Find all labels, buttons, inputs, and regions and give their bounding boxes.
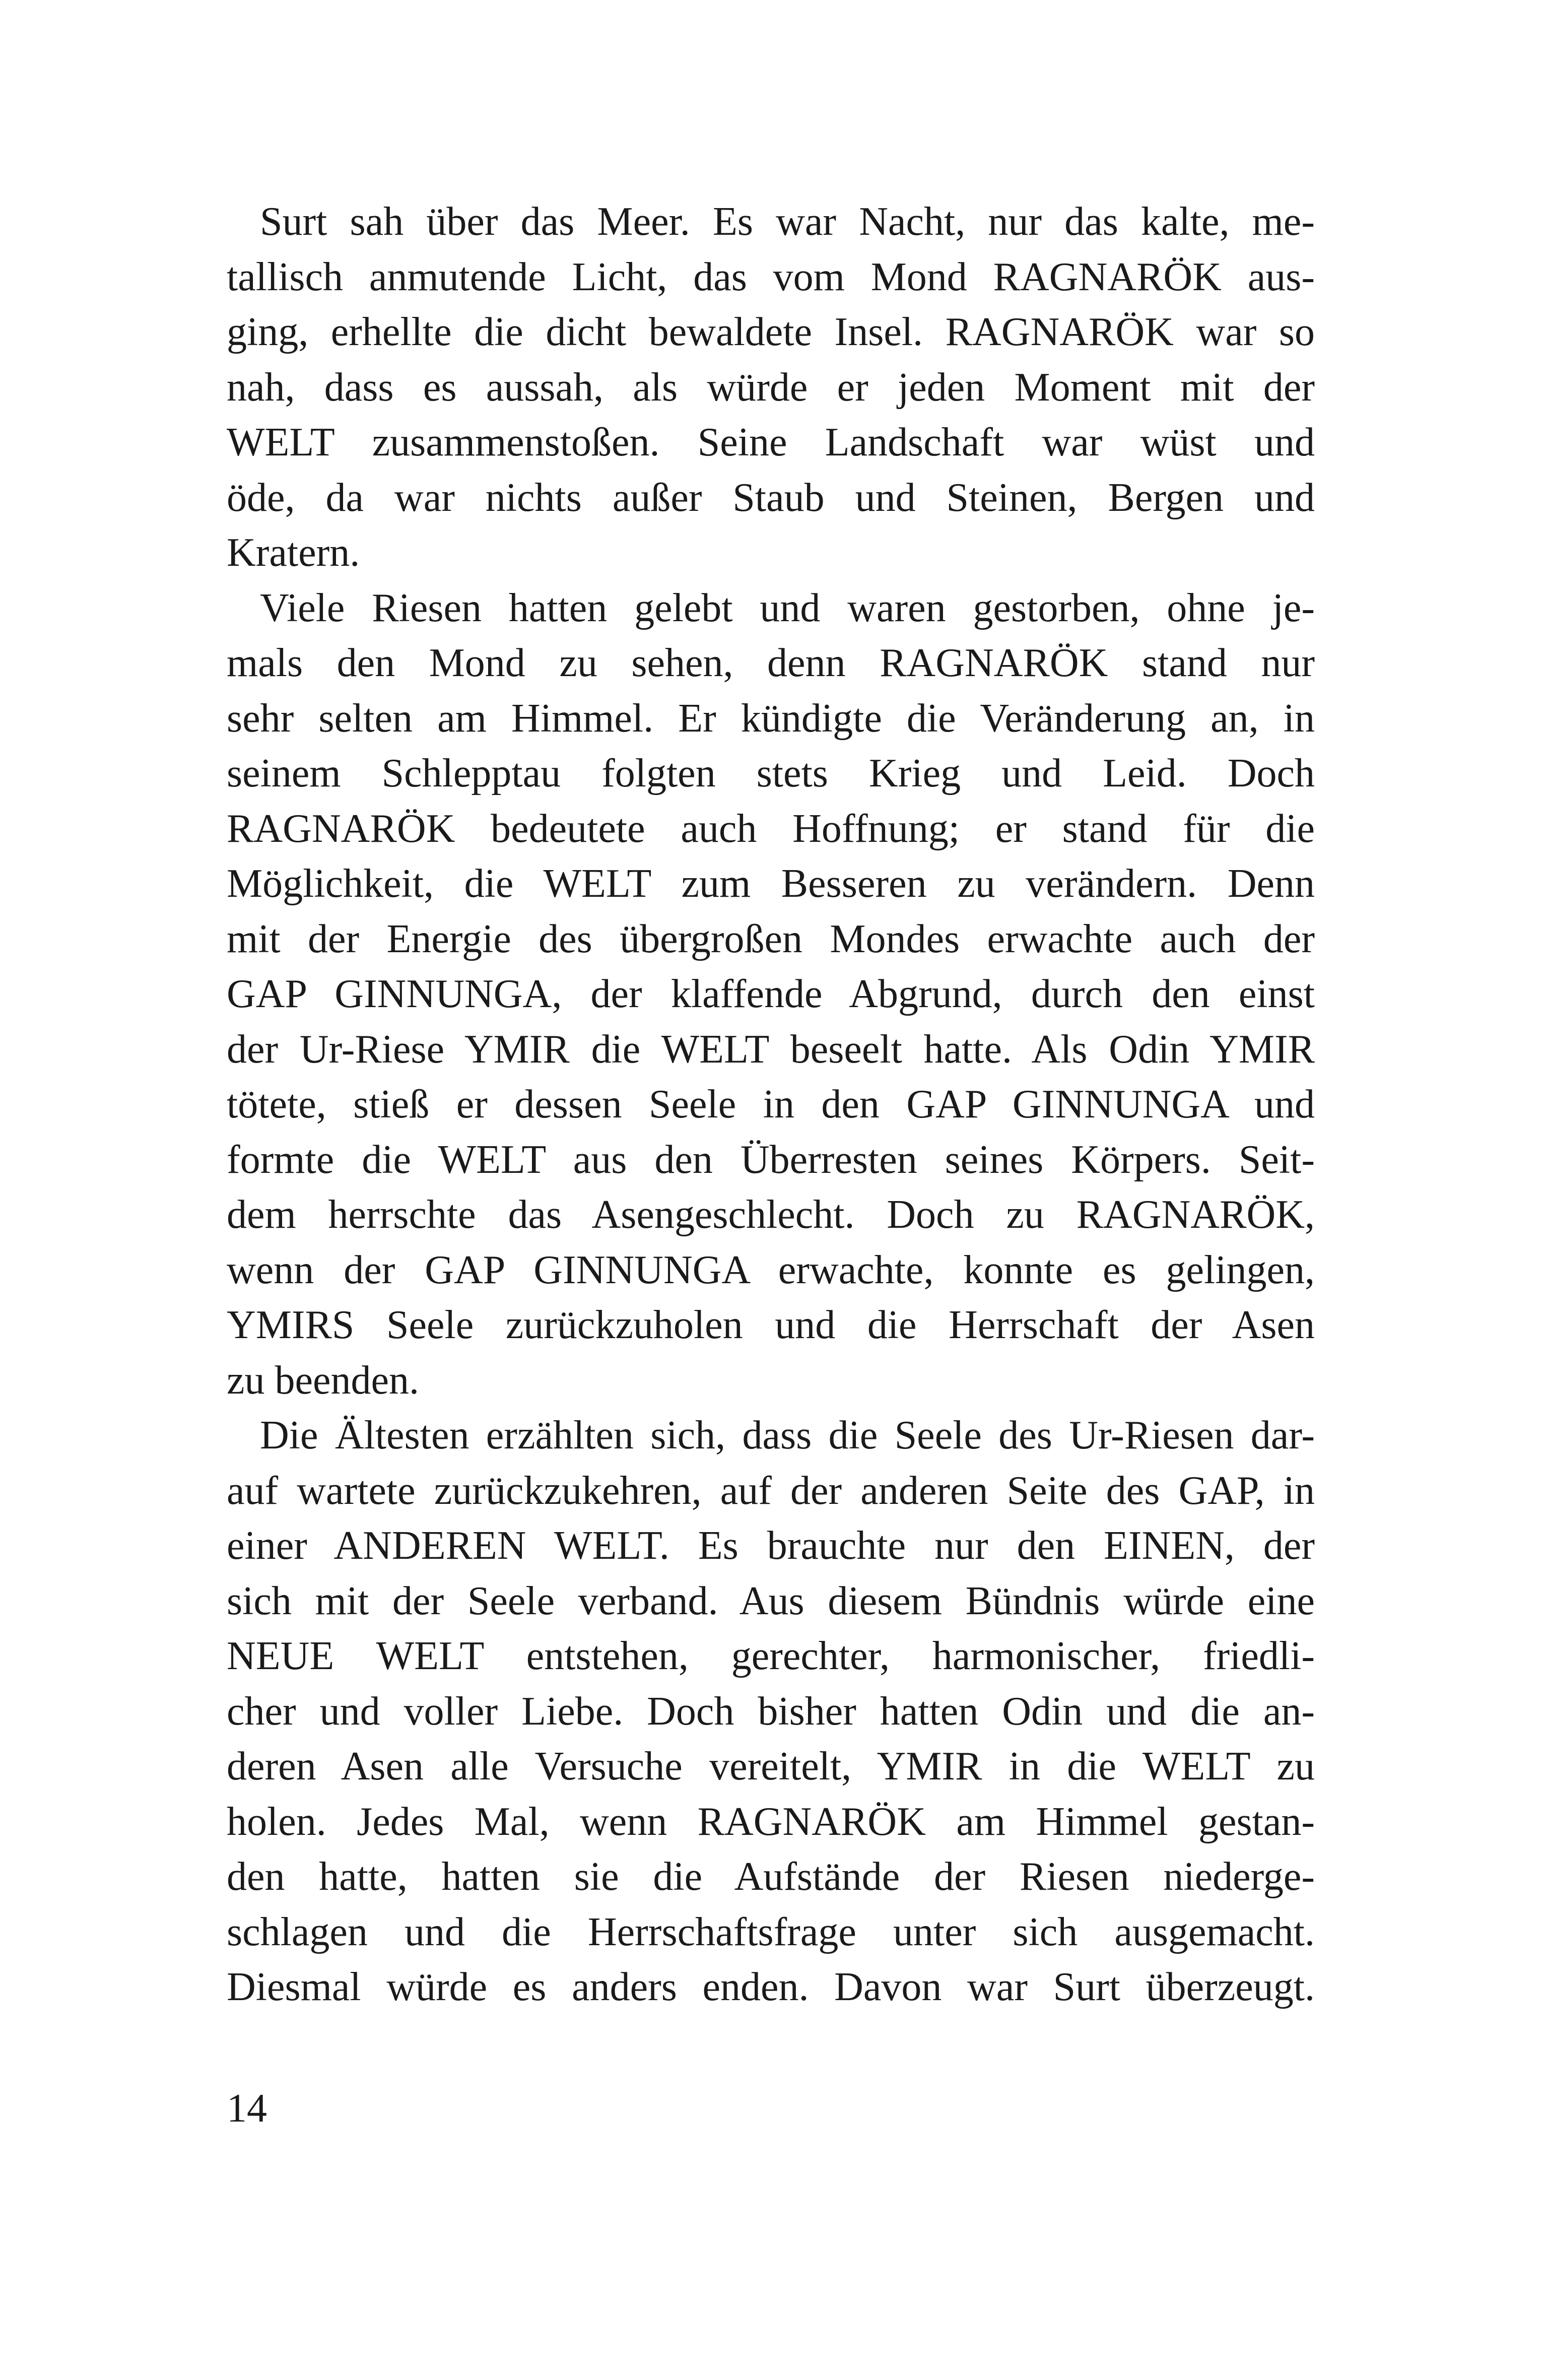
text-line: dem herrschte das Asengeschlecht. Doch zu RAGNARÖK, <box>227 1193 1315 1237</box>
text-line: mit der Energie des übergroßen Mondes erwachte auch der <box>227 916 1315 961</box>
paragraph <box>227 581 1315 1409</box>
paragraph <box>227 194 1315 581</box>
text-line: wenn der GAP GINNUNGA erwachte, konnte es gelingen, <box>227 1247 1315 1292</box>
text-line: seinem Schlepptau folgten stets Krieg und Leid. Doch <box>227 751 1315 796</box>
text-line: YMIRS Seele zurückzuholen und die Herrschaft der Asen <box>227 1303 1315 1347</box>
text-line: auf wartete zurückzukehren, auf der anderen Seite des GAP, in <box>227 1468 1315 1513</box>
text-line: den hatte, hatten sie die Aufstände der Riesen niederge- <box>227 1855 1315 1899</box>
text-line: WELT zusammenstoßen. Seine Landschaft war wüst und <box>227 420 1315 465</box>
text-line: einer ANDEREN WELT. Es brauchte nur den EINEN, der <box>227 1524 1315 1568</box>
body-text <box>227 194 1315 2015</box>
text-line: Viele Riesen hatten gelebt und waren gestorben, ohne je- <box>260 585 1315 630</box>
text-line: cher und voller Liebe. Doch bisher hatten Odin und die an- <box>227 1689 1315 1734</box>
text-line: nah, dass es aussah, als würde er jeden Moment mit der <box>227 365 1315 410</box>
text-line: Diesmal würde es anders enden. Davon war Surt überzeugt. <box>227 1965 1315 2009</box>
text-line: tötete, stieß er dessen Seele in den GAP GINNUNGA und <box>227 1082 1315 1127</box>
text-line: Die Ältesten erzählten sich, dass die Seele des Ur-Riesen dar- <box>260 1413 1315 1458</box>
text-line: zu beenden. <box>227 1358 420 1403</box>
text-line: NEUE WELT entstehen, gerechter, harmonischer, friedli- <box>227 1634 1315 1678</box>
text-line: formte die WELT aus den Überresten seines Körpers. Seit- <box>227 1137 1315 1182</box>
text-line: GAP GINNUNGA, der klaffende Abgrund, durch den einst <box>227 972 1315 1016</box>
text-line: RAGNARÖK bedeutete auch Hoffnung; er stand für die <box>227 806 1315 851</box>
text-line: schlagen und die Herrschaftsfrage unter sich ausgemacht. <box>227 1909 1315 1954</box>
paragraph <box>227 1408 1315 2015</box>
text-line: der Ur-Riese YMIR die WELT beseelt hatte. Als Odin YMIR <box>227 1027 1315 1072</box>
text-line: Surt sah über das Meer. Es war Nacht, nur das kalte, me- <box>260 200 1315 244</box>
text-line: sich mit der Seele verband. Aus diesem Bündnis würde eine <box>227 1578 1315 1623</box>
text-line: Möglichkeit, die WELT zum Besseren zu verändern. Denn <box>227 862 1315 906</box>
text-line: holen. Jedes Mal, wenn RAGNARÖK am Himmel gestan- <box>227 1799 1315 1844</box>
text-line: sehr selten am Himmel. Er kündigte die Veränderung an, in <box>227 696 1315 741</box>
text-line: öde, da war nichts außer Staub und Steinen, Bergen und <box>227 475 1315 520</box>
text-line: deren Asen alle Versuche vereitelt, YMIR in die WELT zu <box>227 1744 1315 1789</box>
text-line: tallisch anmutende Licht, das vom Mond RAGNARÖK aus- <box>227 254 1315 299</box>
text-line: ging, erhellte die dicht bewaldete Insel. RAGNARÖK war so <box>227 310 1315 354</box>
text-line: mals den Mond zu sehen, denn RAGNARÖK stand nur <box>227 641 1315 685</box>
page-number: 14 <box>227 2086 267 2131</box>
text-line: Kratern. <box>227 531 360 575</box>
